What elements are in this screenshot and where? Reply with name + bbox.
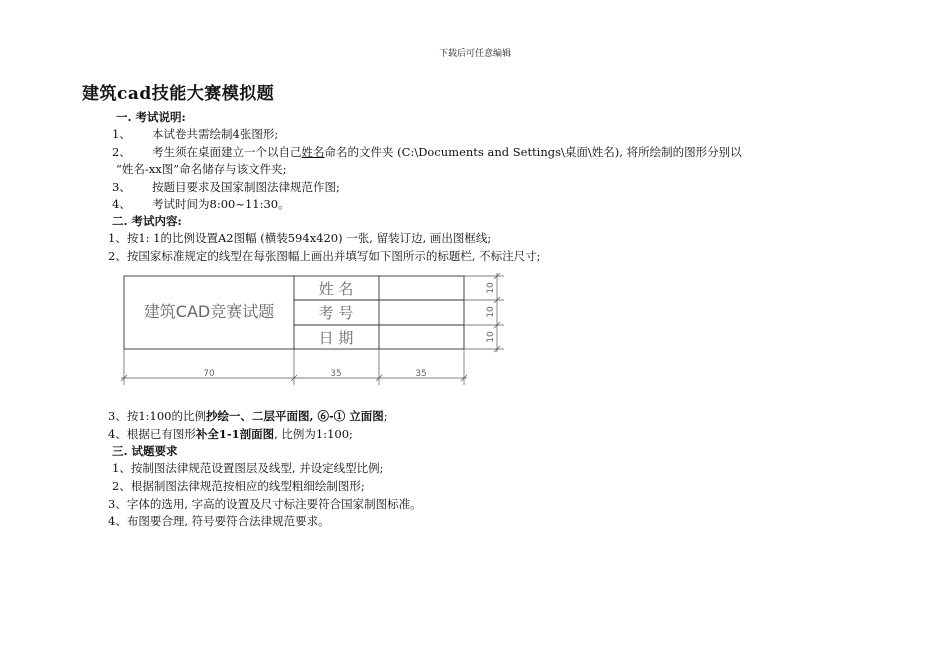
row-dim-3: 10 bbox=[486, 331, 496, 343]
s2-item4-suffix: , 比例为1:100; bbox=[274, 427, 353, 441]
col-dim-3: 35 bbox=[415, 369, 427, 379]
s2-item2: 2、按国家标准规定的线型在每张图幅上画出并填写如下图所示的标题栏, 不标注尺寸; bbox=[108, 249, 541, 263]
section3-heading: 三. 试题要求 bbox=[112, 444, 178, 458]
s1-item4-num: 4、 bbox=[112, 197, 131, 211]
col-dim-1: 70 bbox=[203, 369, 215, 379]
title-block-row-2: 考 号 bbox=[318, 304, 354, 322]
s2-item4-bold: 补全1-1剖面图 bbox=[195, 427, 275, 441]
s3-item4: 4、布图要合理, 符号要符合法律规范要求。 bbox=[108, 514, 330, 528]
s3-item3: 3、字体的选用, 字高的设置及尺寸标注要符合国家制图标准。 bbox=[108, 497, 422, 511]
page-header: 下载后可任意编辑 bbox=[438, 49, 511, 59]
s1-item4 bbox=[112, 197, 290, 211]
page-title: 建筑cad技能大赛模拟题 bbox=[82, 84, 275, 104]
s3-item1: 1、按制图法律规范设置图层及线型, 并设定线型比例; bbox=[112, 461, 384, 475]
s2-item3-suffix: ; bbox=[383, 409, 388, 423]
title-block-drawing bbox=[110, 270, 510, 392]
s1-item2-text-a: 考生须在桌面建立一个以自己 bbox=[152, 145, 302, 159]
row-dim-2: 10 bbox=[486, 306, 496, 318]
title-block-row-3: 日 期 bbox=[318, 329, 354, 347]
s1-item2-num: 2、 bbox=[112, 145, 131, 159]
s1-item3 bbox=[112, 180, 340, 194]
s1-item2-cont: “姓名-xx图”命名储存与该文件夹; bbox=[116, 162, 287, 176]
s1-item4-text: 考试时间为8:00~11:30。 bbox=[152, 197, 290, 211]
s1-item2-text bbox=[152, 145, 742, 159]
s2-item3 bbox=[108, 409, 388, 423]
row-dim-1: 10 bbox=[486, 282, 496, 294]
s1-item1-text: 本试卷共需绘制4张图形; bbox=[152, 127, 279, 141]
section2-heading: 二. 考试内容: bbox=[112, 214, 182, 228]
s1-item3-text: 按题目要求及国家制图法律规范作图; bbox=[152, 180, 340, 194]
s1-item1-num: 1、 bbox=[112, 127, 131, 141]
s2-item1: 1、按1: 1的比例设置A2图幅 (横装594x420) 一张, 留装订边, 画出图框线; bbox=[108, 231, 492, 245]
s3-item2: 2、根据制图法律规范按相应的线型粗细绘制图形; bbox=[112, 479, 365, 493]
s1-item2-underlined: 姓名 bbox=[301, 145, 325, 159]
s2-item3-bold: 抄绘一、二层平面图, ⑥-① 立面图 bbox=[205, 409, 384, 423]
title-block-name: 建筑CAD竞赛试题 bbox=[143, 302, 275, 321]
s2-item3-prefix: 3、按1:100的比例 bbox=[108, 409, 206, 423]
title-block-row-1: 姓 名 bbox=[318, 280, 354, 298]
s1-item1 bbox=[112, 127, 279, 141]
s1-item2 bbox=[112, 145, 742, 159]
section1-heading: 一. 考试说明: bbox=[116, 110, 186, 124]
s1-item2-text-b: 命名的文件夹 (C:\Documents and Settings\桌面\姓名), 将所绘制的图形分别以 bbox=[324, 145, 742, 159]
col-dim-2: 35 bbox=[330, 369, 342, 379]
s1-item3-num: 3、 bbox=[112, 180, 131, 194]
s2-item4 bbox=[108, 427, 353, 441]
s2-item4-prefix: 4、根据已有图形 bbox=[108, 427, 196, 441]
